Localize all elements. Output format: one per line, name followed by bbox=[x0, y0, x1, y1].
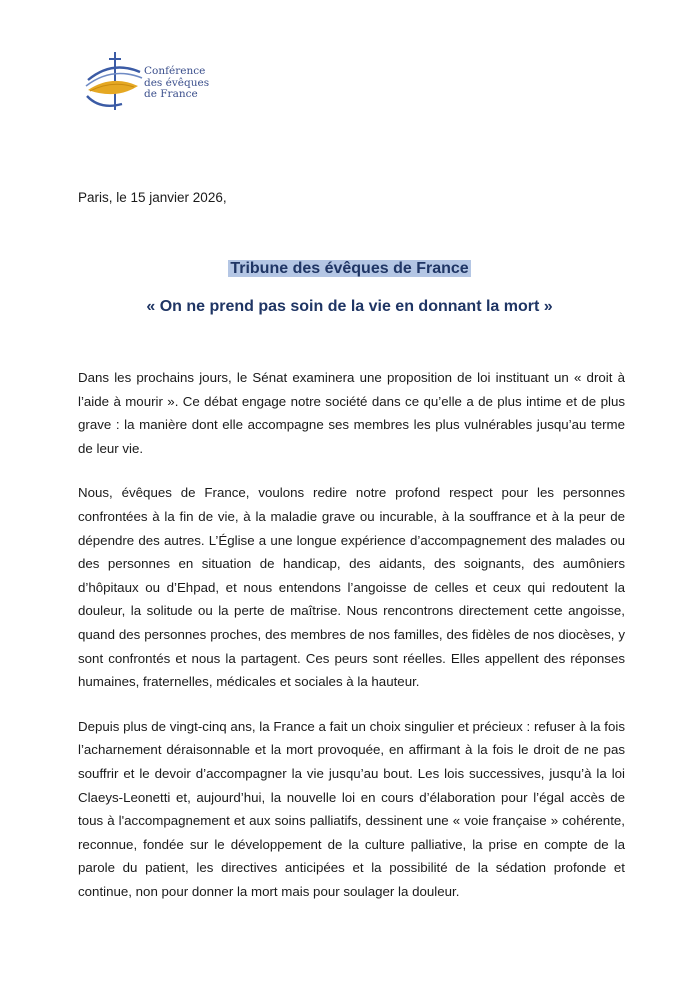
document-subtitle: « On ne prend pas soin de la vie en donnant la mort » bbox=[146, 298, 553, 315]
paragraph: Nous, évêques de France, voulons redire notre profond respect pour les personnes confrontées à la fin de vie, à la maladie grave ou incurable, à la souffrance et à la peur de dépendre des autres. L’Église a une longue expérience d’accompagnement des malades ou des personnes en situation de handicap, des aidants, des soignants, des aumôniers d’hôpitaux ou d’Ehpad, et nous entendons l’angoisse de celles et ceux qui redoutent la douleur, la solitude ou la perte de maîtrise. Nous rencontrons directement cette angoisse, quand des personnes proches, des membres de nos familles, des fidèles de nos diocèses, y sont confrontés et nous la partagent. Ces peurs sont réelles. Elles appellent des réponses humaines, fraternelles, médicales et sociales à la hauteur. bbox=[78, 485, 625, 690]
paragraph: Depuis plus de vingt-cinq ans, la France a fait un choix singulier et précieux : refuser à la fois l’acharnement déraisonnable et la mort provoquée, en affirmant à la fois le droit de ne pas souffrir et le devoir d’accompagner la vie jusqu’au bout. Les lois successives, jusqu’à la loi Claeys-Leonetti et, aujourd’hui, la nouvelle loi en cours d’élaboration pour l’égal accès de tous à l'accompagnement et aux soins palliatifs, dessinent une « voie française » cohérente, reconnue, fondée sur le développement de la culture palliative, la prise en compte de la parole du patient, les directives anticipées et la possibilité de la sédation profonde et continue, non pour donner la mort mais pour soulager la douleur. bbox=[78, 718, 625, 899]
logo-wordmark bbox=[144, 66, 209, 101]
body-text bbox=[78, 366, 625, 924]
cross-fish-emblem-icon bbox=[82, 50, 144, 114]
paragraph: Dans les prochains jours, le Sénat examinera une proposition de loi instituant un « droit à l’aide à mourir ». Ce débat engage notre société dans ce qu’elle a de plus intime et de plus grave : la manière dont elle accompagne ses membres les plus vulnérables jusqu’au terme de leur vie. bbox=[78, 370, 625, 456]
logo-line-3: de France bbox=[144, 88, 198, 100]
logo-line-2: des évêques bbox=[144, 76, 210, 89]
logo-line-1: Conférence bbox=[144, 65, 206, 77]
dateline: Paris, le 15 janvier 2026, bbox=[78, 190, 227, 205]
document-title-text: Tribune des évêques de France bbox=[230, 260, 469, 277]
document-title bbox=[0, 260, 699, 278]
conference-logo bbox=[82, 50, 222, 114]
